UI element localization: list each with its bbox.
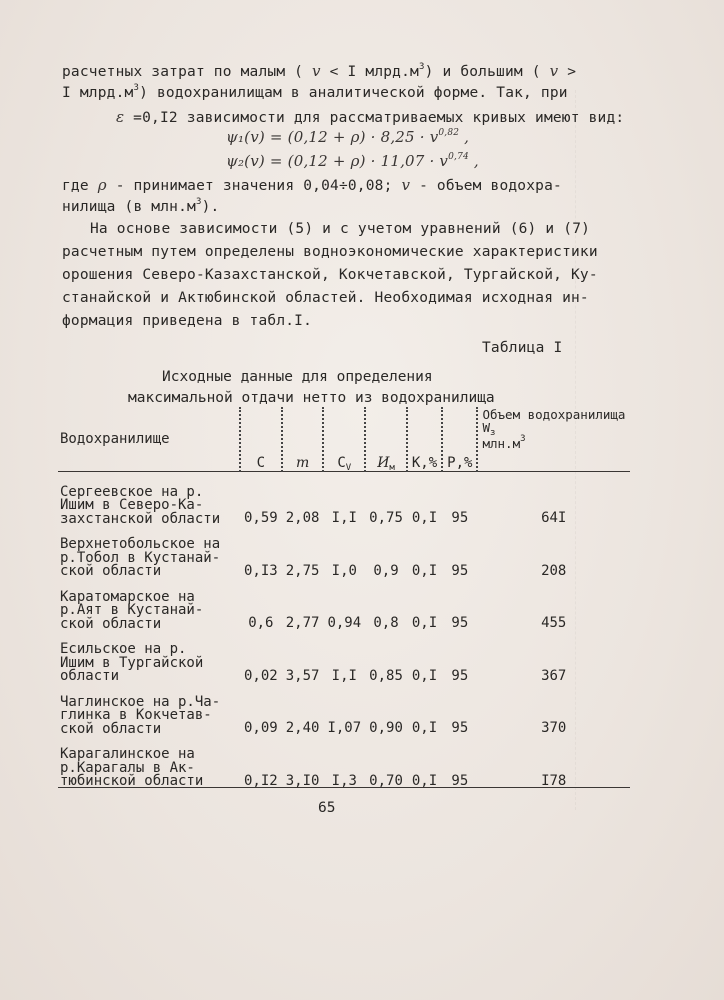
header-m: m	[282, 407, 324, 471]
table-row	[58, 471, 630, 528]
cell-p: 95	[451, 615, 469, 631]
text-line-3: ε =0,I2 зависимости для рассматриваемых кривых имеют вид:	[116, 108, 625, 126]
cell-c: 0,I3	[244, 562, 278, 579]
cell-p: 95	[451, 510, 469, 526]
header-reservoir: Водохранилище	[58, 407, 240, 471]
cell-p: 95	[451, 667, 469, 684]
cell-cv: I,I	[331, 667, 357, 684]
table-row	[58, 633, 630, 686]
cell-im: 0,9	[373, 562, 399, 579]
cell-k: 0,I	[411, 667, 438, 684]
header-cv: $C_V$	[323, 407, 365, 471]
cell-c: 0,I2	[244, 772, 278, 789]
header-volume: Объем водохранилища $W_з$ $млн.м^3$	[477, 407, 630, 471]
paragraph-2-line-3: орошения Северо-Казахстанской, Кокчетавской, Тургайской, Ку-	[62, 267, 598, 283]
cell-k: 0,I	[411, 720, 438, 736]
cell-reservoir-name: Чаглинское на р.Ча- глинка в Кокчетав- ской области	[60, 693, 221, 737]
cell-p: 95	[451, 720, 469, 736]
header-im: $И_м$	[365, 407, 407, 471]
cell-cv: I,0	[331, 562, 357, 579]
cell-volume: I78	[541, 772, 567, 789]
header-k: К,%	[407, 407, 442, 471]
cell-k: 0,I	[411, 510, 438, 526]
cell-volume: 367	[541, 667, 567, 684]
header-c: C	[240, 407, 282, 471]
paragraph-2-line-5: формация приведена в табл.I.	[62, 313, 313, 329]
cell-reservoir-name: Есильское на р. Ишим в Тургайской области	[60, 641, 204, 684]
cell-volume: 64I	[541, 510, 567, 526]
text-line-2: I $млрд.м^3$) водохранилищам в аналитической форме. Так, при	[62, 83, 568, 101]
table-row	[58, 581, 630, 634]
table-row	[58, 528, 630, 581]
cell-volume: 370	[541, 720, 567, 736]
cell-cv: I,I	[331, 510, 357, 526]
header-p: Р,%	[442, 407, 477, 471]
cell-im: 0,8	[373, 615, 399, 631]
reservoir-data-table	[58, 407, 630, 791]
text-line-4: где ρ - принимает значения 0,04÷0,08; v - объем водохра-	[62, 176, 562, 194]
cell-reservoir-name: Сергеевское на р. Ишим в Северо-Ка- захстанской области	[60, 483, 221, 527]
table-row	[58, 686, 630, 739]
table-caption-line-2: максимальной отдачи нетто из водохранилища	[128, 390, 495, 406]
cell-k: 0,I	[411, 772, 438, 789]
cell-im: 0,75	[369, 510, 403, 526]
cell-im: 0,85	[369, 667, 403, 684]
text-line-5: нилища (в $млн.м^3$).	[62, 197, 220, 215]
table-header-row	[58, 407, 630, 471]
cell-m: 2,08	[285, 510, 320, 526]
cell-c: 0,02	[244, 667, 278, 684]
cell-reservoir-name: Карагалинское на р.Карагалы в Ак- тюбинской области	[60, 746, 204, 789]
cell-cv: 0,94	[327, 615, 362, 631]
cell-reservoir-name: Верхнетобольское на р.Тобол в Кустанай- ской области	[60, 536, 221, 579]
cell-p: 95	[451, 772, 469, 789]
paragraph-2-line-4: станайской и Актюбинской областей. Необходимая исходная ин-	[62, 290, 589, 306]
formula-psi-1: $\psi_1(v) = (0,12 + \rho) \cdot 8,25 \cdot v^{0,82}$ ,	[226, 128, 470, 146]
table-bottom-rule	[58, 787, 630, 788]
cell-m: 2,77	[285, 615, 320, 631]
cell-cv: I,07	[327, 720, 362, 736]
formula-psi-2: $\psi_2(v) = (0,12 + \rho) \cdot 11,07 \cdot v^{0,74}$ ,	[226, 152, 479, 170]
cell-volume: 208	[541, 562, 567, 579]
table-row	[58, 738, 630, 791]
cell-k: 0,I	[411, 615, 438, 631]
cell-m: 3,I0	[285, 772, 320, 789]
text-line-1: расчетных затрат по малым ( v < I $млрд.м^3$) и большим ( v >	[62, 62, 577, 80]
cell-c: 0,09	[244, 720, 278, 736]
cell-c: 0,59	[244, 510, 278, 526]
cell-c: 0,6	[248, 615, 274, 631]
cell-m: 3,57	[285, 667, 320, 684]
table-label: Таблица I	[482, 340, 563, 356]
cell-m: 2,40	[285, 720, 320, 736]
page-number: 65	[318, 800, 336, 816]
cell-k: 0,I	[411, 562, 438, 579]
cell-reservoir-name: Каратомарское на р.Аят в Кустанай- ской области	[60, 588, 204, 632]
cell-cv: I,3	[331, 772, 357, 789]
table-caption-line-1: Исходные данные для определения	[162, 369, 433, 385]
cell-im: 0,90	[369, 720, 403, 736]
paragraph-2-line-2: расчетным путем определены водноэкономические характеристики	[62, 244, 598, 260]
cell-volume: 455	[541, 615, 567, 631]
cell-m: 2,75	[285, 562, 320, 579]
paragraph-2-line-1: На основе зависимости (5) и с учетом уравнений (6) и (7)	[90, 221, 591, 237]
cell-im: 0,70	[369, 772, 403, 789]
cell-p: 95	[451, 562, 469, 579]
